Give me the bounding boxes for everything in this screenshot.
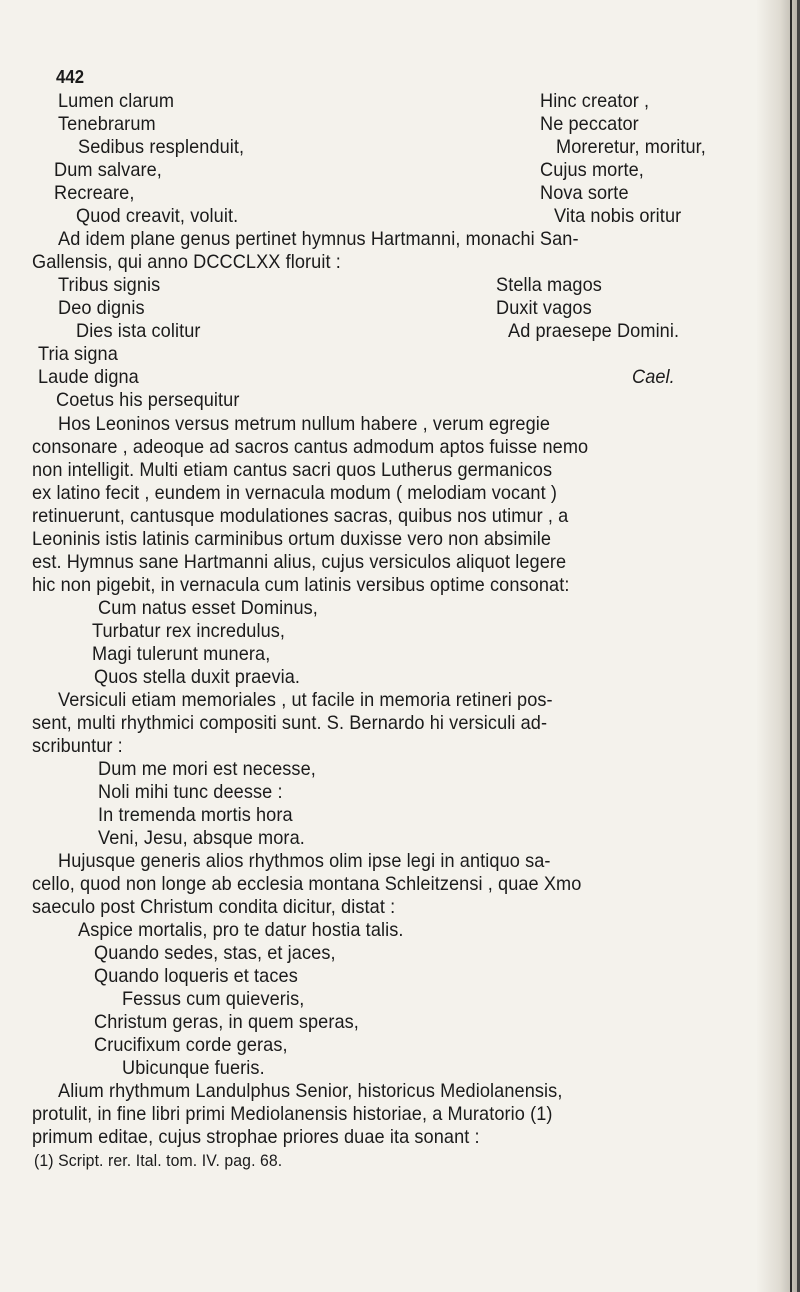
text-line: Ne peccator <box>540 113 639 135</box>
text-line: Dum salvare, <box>54 159 162 181</box>
text-line: retinuerunt, cantusque modulationes sacras, quibus nos utimur , a <box>32 505 569 527</box>
text-line: Hos Leoninos versus metrum nullum habere , verum egregie <box>58 413 551 435</box>
text-line: cello, quod non longe ab ecclesia montana Schleitzensi , quae Xmo <box>32 873 582 895</box>
text-line: saeculo post Christum condita dicitur, distat : <box>32 896 396 918</box>
text-line: Hinc creator , <box>540 90 650 112</box>
text-line: Duxit vagos <box>496 297 592 319</box>
text-line: consonare , adeoque ad sacros cantus admodum aptos fuisse nemo <box>32 436 589 458</box>
text-line: ex latino fecit , eundem in vernacula modum ( melodiam vocant ) <box>32 482 557 504</box>
text-line: Deo dignis <box>58 297 145 319</box>
text-line: Versiculi etiam memoriales , ut facile in memoria retineri pos- <box>58 689 553 711</box>
text-line: Dies ista colitur <box>76 320 201 342</box>
text-line: Stella magos <box>496 274 602 296</box>
text-line: Veni, Jesu, absque mora. <box>98 827 305 849</box>
text-line: protulit, in fine libri primi Mediolanensis historiae, a Muratorio (1) <box>32 1103 553 1125</box>
text-line: Lumen clarum <box>58 90 175 112</box>
text-line: Crucifixum corde geras, <box>94 1034 288 1056</box>
text-line: Moreretur, moritur, <box>556 136 706 158</box>
text-line: Hujusque generis alios rhythmos olim ipse legi in antiquo sa- <box>58 850 551 872</box>
text-line: In tremenda mortis hora <box>98 804 293 826</box>
text-line: Alium rhythmum Landulphus Senior, historicus Mediolanensis, <box>58 1080 563 1102</box>
text-line: scribuntur : <box>32 735 123 757</box>
page-edge-line <box>790 0 792 1292</box>
text-line: Gallensis, qui anno DCCCLXX floruit : <box>32 251 341 273</box>
text-line: Coetus his persequitur <box>56 389 240 411</box>
text-line: Noli mihi tunc deesse : <box>98 781 283 803</box>
text-line: Leoninis istis latinis carminibus ortum duxisse vero non absimile <box>32 528 552 550</box>
text-line: hic non pigebit, in vernacula cum latinis versibus optime consonat: <box>32 574 570 596</box>
text-line: Ubicunque fueris. <box>122 1057 265 1079</box>
text-line: est. Hymnus sane Hartmanni alius, cujus versiculos aliquot legere <box>32 551 567 573</box>
text-line: Magi tulerunt munera, <box>92 643 271 665</box>
footnote: (1) Script. rer. Ital. tom. IV. pag. 68. <box>34 1151 283 1170</box>
text-line: Vita nobis oritur <box>554 205 682 227</box>
text-line: Aspice mortalis, pro te datur hostia talis. <box>78 919 404 941</box>
text-line: Ad idem plane genus pertinet hymnus Hartmanni, monachi San- <box>58 228 579 250</box>
text-line: Laude digna <box>38 366 139 388</box>
page-number: 442 <box>56 67 85 87</box>
text-line: Tribus signis <box>58 274 161 296</box>
text-line: Nova sorte <box>540 182 629 204</box>
text-line: sent, multi rhythmici compositi sunt. S. Bernardo hi versiculi ad- <box>32 712 548 734</box>
text-line: Quos stella duxit praevia. <box>94 666 301 688</box>
text-line: Fessus cum quieveris, <box>122 988 305 1010</box>
text-line: Ad praesepe Domini. <box>508 320 680 342</box>
text-line: Tenebrarum <box>58 113 156 135</box>
binding-shadow <box>756 0 800 1292</box>
text-line: primum editae, cujus strophae priores duae ita sonant : <box>32 1126 480 1148</box>
text-line: Quando sedes, stas, et jaces, <box>94 942 336 964</box>
text-line: Dum me mori est necesse, <box>98 758 316 780</box>
text-line: Cael. <box>632 366 675 388</box>
text-line: Recreare, <box>54 182 135 204</box>
text-line: Cum natus esset Dominus, <box>98 597 318 619</box>
text-line: Turbatur rex incredulus, <box>92 620 286 642</box>
text-line: Quod creavit, voluit. <box>76 205 239 227</box>
text-line: non intelligit. Multi etiam cantus sacri quos Lutherus germanicos <box>32 459 553 481</box>
text-line: Cujus morte, <box>540 159 644 181</box>
text-line: Quando loqueris et taces <box>94 965 298 987</box>
text-line: Tria signa <box>38 343 118 365</box>
text-line: Christum geras, in quem speras, <box>94 1011 359 1033</box>
text-line: Sedibus resplenduit, <box>78 136 245 158</box>
